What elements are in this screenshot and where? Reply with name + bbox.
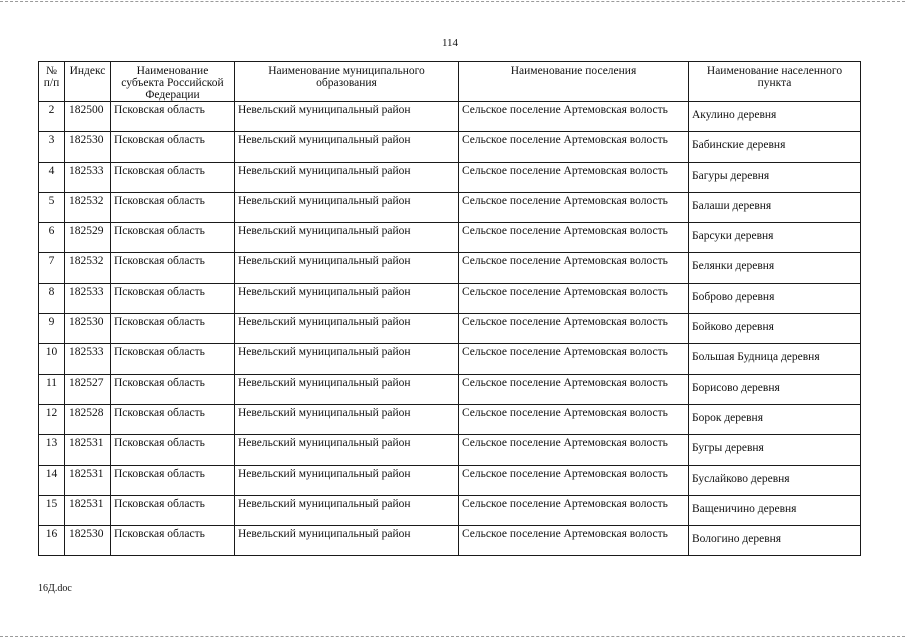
cell-locality: Бойково деревня [689,314,861,344]
cell-subject: Псковская область [111,495,235,525]
cell-number: 4 [39,162,65,192]
cell-number: 12 [39,404,65,434]
header-locality: Наименование населенного пункта [689,62,861,102]
cell-index: 182531 [65,495,111,525]
cell-locality: Боброво деревня [689,283,861,313]
table-row [39,162,861,192]
cell-settlement: Сельское поселение Артемовская волость [459,223,689,253]
cell-municipality: Невельский муниципальный район [235,526,459,556]
cell-number: 3 [39,132,65,162]
table-row [39,495,861,525]
cell-settlement: Сельское поселение Артемовская волость [459,344,689,374]
table-row [39,314,861,344]
header-row [39,62,861,102]
cell-settlement: Сельское поселение Артемовская волость [459,435,689,465]
cell-municipality: Невельский муниципальный район [235,283,459,313]
cell-index: 182533 [65,162,111,192]
cell-number: 5 [39,192,65,222]
cell-locality: Белянки деревня [689,253,861,283]
cell-index: 182500 [65,102,111,132]
cell-settlement: Сельское поселение Артемовская волость [459,162,689,192]
table-row [39,404,861,434]
table-row [39,344,861,374]
cell-index: 182530 [65,526,111,556]
cell-locality: Барсуки деревня [689,223,861,253]
table-row [39,102,861,132]
cell-municipality: Невельский муниципальный район [235,102,459,132]
cell-index: 182528 [65,404,111,434]
cell-settlement: Сельское поселение Артемовская волость [459,132,689,162]
cell-subject: Псковская область [111,192,235,222]
cell-index: 182530 [65,132,111,162]
cell-subject: Псковская область [111,162,235,192]
cell-number: 16 [39,526,65,556]
cell-number: 7 [39,253,65,283]
cell-locality: Багуры деревня [689,162,861,192]
cell-subject: Псковская область [111,435,235,465]
cell-subject: Псковская область [111,132,235,162]
settlements-table [38,61,861,556]
cell-index: 182533 [65,283,111,313]
cell-locality: Большая Будница деревня [689,344,861,374]
cell-subject: Псковская область [111,404,235,434]
scan-edge-top [0,1,905,2]
cell-index: 182529 [65,223,111,253]
cell-municipality: Невельский муниципальный район [235,465,459,495]
table-row [39,192,861,222]
header-number: № п/п [39,62,65,102]
cell-settlement: Сельское поселение Артемовская волость [459,192,689,222]
table-row [39,526,861,556]
table-row [39,435,861,465]
cell-subject: Псковская область [111,374,235,404]
cell-number: 6 [39,223,65,253]
cell-municipality: Невельский муниципальный район [235,374,459,404]
page-number: 114 [441,37,459,49]
cell-locality: Бугры деревня [689,435,861,465]
cell-municipality: Невельский муниципальный район [235,192,459,222]
cell-number: 8 [39,283,65,313]
cell-subject: Псковская область [111,344,235,374]
table-row [39,132,861,162]
scan-edge-bottom [0,636,905,637]
table-header [39,62,861,102]
cell-index: 182532 [65,253,111,283]
cell-locality: Акулино деревня [689,102,861,132]
table-row [39,223,861,253]
table-row [39,374,861,404]
table-row [39,253,861,283]
cell-municipality: Невельский муниципальный район [235,314,459,344]
table-row [39,465,861,495]
cell-settlement: Сельское поселение Артемовская волость [459,283,689,313]
cell-locality: Вологино деревня [689,526,861,556]
cell-settlement: Сельское поселение Артемовская волость [459,465,689,495]
cell-number: 13 [39,435,65,465]
cell-index: 182530 [65,314,111,344]
cell-municipality: Невельский муниципальный район [235,495,459,525]
cell-settlement: Сельское поселение Артемовская волость [459,404,689,434]
cell-index: 182531 [65,435,111,465]
cell-subject: Псковская область [111,102,235,132]
cell-number: 10 [39,344,65,374]
cell-locality: Борисово деревня [689,374,861,404]
cell-locality: Борок деревня [689,404,861,434]
cell-municipality: Невельский муниципальный район [235,162,459,192]
cell-subject: Псковская область [111,283,235,313]
cell-subject: Псковская область [111,223,235,253]
header-index: Индекс [65,62,111,102]
cell-locality: Буслайково деревня [689,465,861,495]
cell-municipality: Невельский муниципальный район [235,435,459,465]
cell-subject: Псковская область [111,465,235,495]
cell-locality: Балаши деревня [689,192,861,222]
cell-settlement: Сельское поселение Артемовская волость [459,253,689,283]
cell-number: 14 [39,465,65,495]
cell-settlement: Сельское поселение Артемовская волость [459,314,689,344]
cell-subject: Псковская область [111,526,235,556]
cell-settlement: Сельское поселение Артемовская волость [459,374,689,404]
table-body [39,102,861,556]
cell-index: 182532 [65,192,111,222]
cell-index: 182531 [65,465,111,495]
cell-locality: Ващеничино деревня [689,495,861,525]
cell-municipality: Невельский муниципальный район [235,253,459,283]
header-settlement: Наименование поселения [459,62,689,102]
cell-municipality: Невельский муниципальный район [235,132,459,162]
cell-number: 11 [39,374,65,404]
cell-settlement: Сельское поселение Артемовская волость [459,526,689,556]
cell-settlement: Сельское поселение Артемовская волость [459,495,689,525]
cell-number: 2 [39,102,65,132]
cell-municipality: Невельский муниципальный район [235,344,459,374]
cell-municipality: Невельский муниципальный район [235,404,459,434]
cell-index: 182533 [65,344,111,374]
cell-settlement: Сельское поселение Артемовская волость [459,102,689,132]
cell-number: 15 [39,495,65,525]
cell-municipality: Невельский муниципальный район [235,223,459,253]
header-subject: Наименование субъекта Российской Федерации [111,62,235,102]
table-row [39,283,861,313]
cell-number: 9 [39,314,65,344]
footer-filename: 16Д.doc [38,583,72,594]
cell-index: 182527 [65,374,111,404]
cell-locality: Бабинские деревня [689,132,861,162]
cell-subject: Псковская область [111,253,235,283]
cell-subject: Псковская область [111,314,235,344]
header-municipality: Наименование муниципального образования [235,62,459,102]
